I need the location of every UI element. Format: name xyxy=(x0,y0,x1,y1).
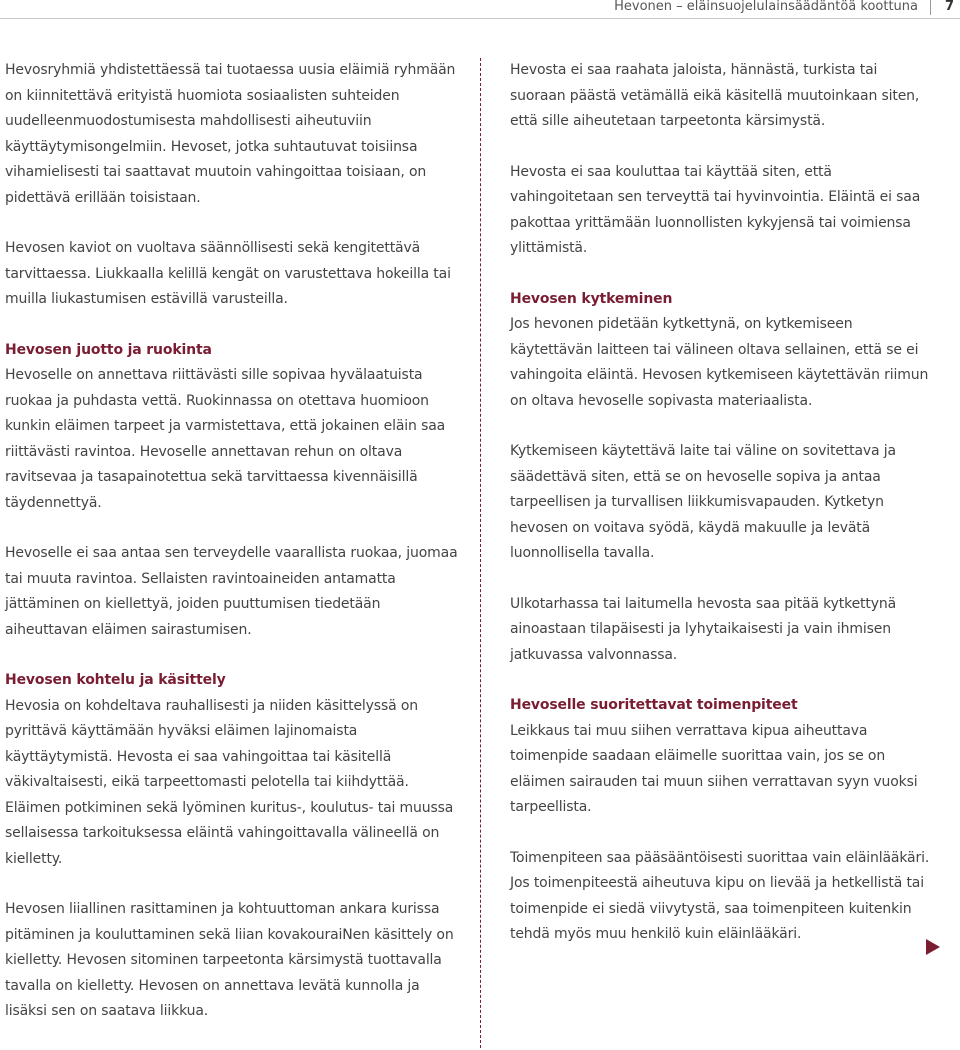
paragraph: Hevosia on kohdeltava rauhallisesti ja niiden käsittelyssä on pyrittävä käyttämään hyväksi eläimen lajinomaista käyttäytymistä. Hevosta ei saa vahingoittaa tai käsitellä väkivaltaisesti, eikä tarpeettomasti pelotella tai kiihdyttää. Eläimen potkiminen sekä lyöminen kuritus-, koulutus- tai muussa sellaisessa tarkoituksessa eläintä vahingoittavalla välineellä on kielletty. xyxy=(5,697,454,867)
paragraph: Hevosen liiallinen rasittaminen ja kohtuuttoman ankara kurissa pitäminen ja kouluttaminen sekä liian kovakouraiNen käsittely on kielletty. Hevosen sitominen tarpeetonta kärsimystä tuottavalla tavalla on kielletty. Hevosen on annettava levätä kunnolla ja lisäksi sen on saatava liikkua. xyxy=(5,901,454,1019)
running-title: Hevonen – eläinsuojelulainsäädäntöä koottuna xyxy=(614,0,918,14)
paragraph: Hevosen kaviot on vuoltava säännöllisesti sekä kengitettävä tarvittaessa. Liukkaalla kelillä kengät on varustettava hokeilla tai muilla liukastumisen estävillä varusteilla. xyxy=(5,240,451,307)
paragraph: Hevoselle ei saa antaa sen terveydelle vaarallista ruokaa, juomaa tai muuta ravintoa. Sellaisten ravintoaineiden antamatta jättäminen on kiellettyä, joiden puuttumisen tiedetään aiheuttavan eläimen sairastumisen. xyxy=(5,545,458,638)
right-column xyxy=(510,58,930,973)
paragraph: Kytkemiseen käytettävä laite tai väline on sovitettava ja säädettävä siten, että se on hevoselle sopiva ja antaa tarpeellisen ja turvallisen liikkumisvapauden. Kytketyn hevosen on voitava syödä, käydä makuulle ja levätä luonnollisella tavalla. xyxy=(510,443,896,561)
column-divider xyxy=(480,58,481,1048)
section-heading-toimenpiteet: Hevoselle suoritettavat toimenpiteet xyxy=(510,697,798,713)
section-heading-kytkeminen: Hevosen kytkeminen xyxy=(510,290,673,307)
paragraph: Hevosta ei saa raahata jaloista, hännästä, turkista tai suoraan päästä vetämällä eikä käsitellä muutoinkaan siten, että sille aiheutetaan tarpeetonta kärsimystä. xyxy=(510,62,920,129)
paragraph: Hevoselle on annettava riittävästi sille sopivaa hyvälaatuista ruokaa ja puhdasta vettä. Ruokinnassa on otettava huomioon kunkin eläimen tarpeet ja varmistettava, että jokainen eläin saa riittävästi ravintoa. Hevoselle annettavan rehun on oltava ravitsevaa ja tasapainotettua sekä tarvittaessa kivennäisillä täydennettyä. xyxy=(5,367,446,511)
paragraph: Hevosta ei saa kouluttaa tai käyttää siten, että vahingoitetaan sen terveyttä tai hyvinvointia. Eläintä ei saa pakottaa yrittämään luonnollisten kykyjensä tai voimiensa ylittämistä. xyxy=(510,163,921,256)
paragraph: Toimenpiteen saa pääsääntöisesti suorittaa vain eläinlääkäri. Jos toimenpiteestä aiheutuva kipu on lievää ja hetkellistä tai toimenpide ei siedä viivytystä, saa toimenpiteen kuitenkin tehdä myös muu henkilö kuin eläinlääkäri. xyxy=(510,849,930,942)
paragraph: Hevosryhmiä yhdistettäessä tai tuotaessa uusia eläimiä ryhmään on kiinnitettävä erityistä huomiota sosiaalisten suhteiden uudelleenmuodostumisesta mahdollisesti aiheutuviin käyttäytymisongelmiin. Hevoset, jotka suhtautuvat toisiinsa vihamielisesti tai saattavat muutoin vahingoittaa toisiaan, on pidettävä erillään toisistaan. xyxy=(5,62,456,206)
section-heading-kohtelu: Hevosen kohtelu ja käsittely xyxy=(5,672,226,688)
page-header xyxy=(0,0,960,18)
header-rule xyxy=(0,18,960,19)
left-column xyxy=(5,58,460,1050)
header-separator xyxy=(930,0,931,15)
paragraph: Leikkaus tai muu siihen verrattava kipua aiheuttava toimenpide saadaan eläimelle suorittaa vain, jos se on eläimen sairauden tai muun siihen verrattavan syyn vuoksi tarpeellista. xyxy=(510,722,918,815)
continue-arrow-icon xyxy=(926,939,940,955)
paragraph: Ulkotarhassa tai laitumella hevosta saa pitää kytkettynä ainoastaan tilapäisesti ja lyhytaikaisesti ja vain ihmisen jatkuvassa valvonnassa. xyxy=(510,595,896,663)
section-heading-juotto: Hevosen juotto ja ruokinta xyxy=(5,341,212,358)
page-number: 7 xyxy=(944,0,954,14)
paragraph: Jos hevonen pidetään kytkettynä, on kytkemiseen käytettävän laitteen tai välineen oltava sellainen, että se ei vahingoita eläintä. Hevosen kytkemiseen käytettävän riimun on oltava hevoselle sopivasta materiaalista. xyxy=(510,316,929,409)
